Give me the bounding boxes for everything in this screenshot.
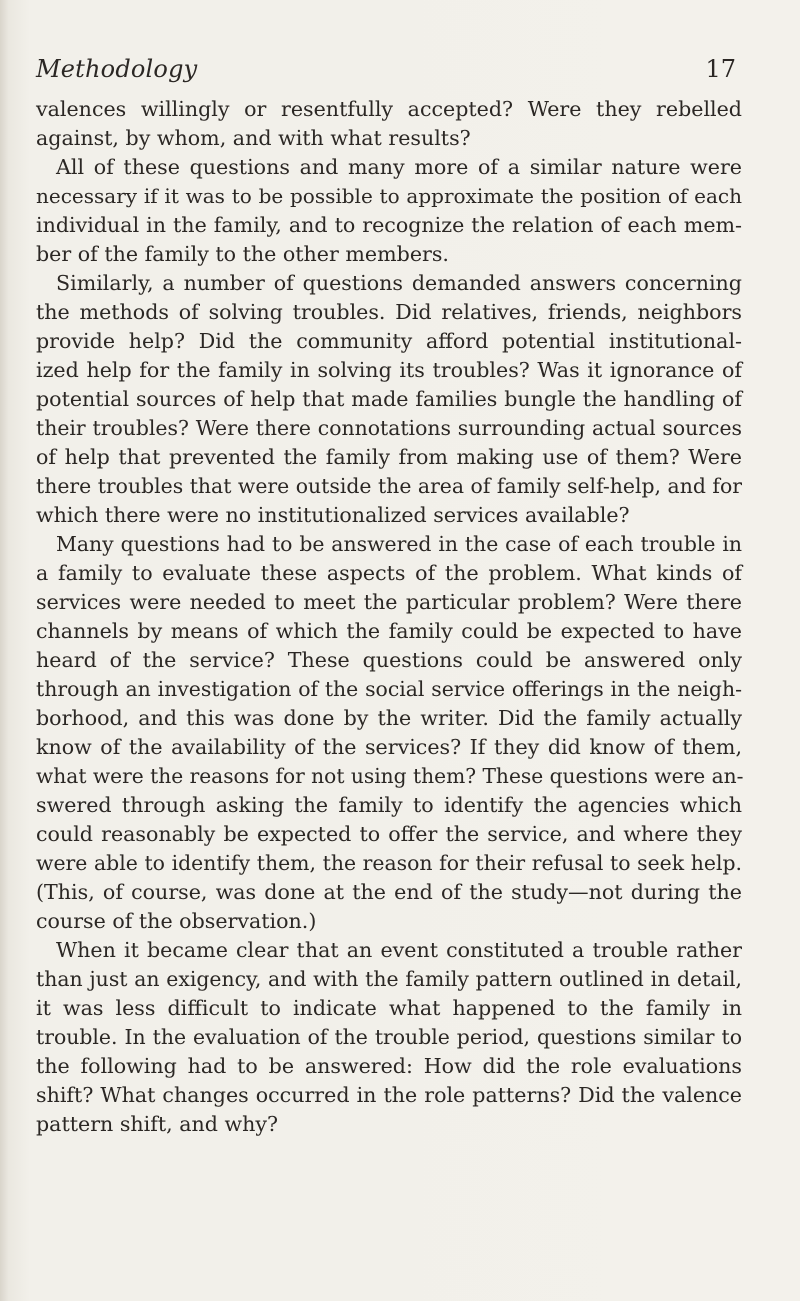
text-line: ized help for the family in solving its troubles? Was it ignorance of [36,358,742,382]
text-line: shift? What changes occurred in the role patterns? Did the valence [36,1083,742,1107]
text-line: the methods of solving troubles. Did relatives, friends, neighbors [36,300,742,324]
text-line: services were needed to meet the particular problem? Were there [36,590,742,614]
text-line: course of the observation.) [36,909,317,933]
text-line: When it became clear that an event constituted a trouble rather [56,938,742,962]
text-line: Similarly, a number of questions demanded answers concerning [56,271,742,295]
text-line: trouble. In the evaluation of the trouble period, questions similar to [36,1025,742,1049]
text-line: valences willingly or resentfully accepted? Were they rebelled [36,97,742,121]
text-line: All of these questions and many more of a similar nature were [56,155,742,179]
text-line: what were the reasons for not using them? These questions were an- [36,764,744,788]
text-line: the following had to be answered: How did the role evaluations [36,1054,742,1078]
text-line: potential sources of help that made families bungle the handling of [36,387,742,411]
text-line: a family to evaluate these aspects of the problem. What kinds of [36,561,742,585]
text-line: their troubles? Were there connotations surrounding actual sources [36,416,742,440]
text-line: Many questions had to be answered in the case of each trouble in [56,532,742,556]
text-line: were able to identify them, the reason for their refusal to seek help. [36,851,742,875]
text-line: of help that prevented the family from making use of them? Were [36,445,742,469]
text-line: pattern shift, and why? [36,1112,279,1136]
page-number: 17 [705,55,736,83]
running-head-title: Methodology [36,55,198,83]
text-line: through an investigation of the social service offerings in the neigh- [36,677,742,701]
text-line: heard of the service? These questions could be answered only [36,648,742,672]
text-line: against, by whom, and with what results? [36,126,471,150]
text-line: provide help? Did the community afford potential institutional- [36,329,742,353]
text-line: there troubles that were outside the area of family self-help, and for [36,474,742,498]
text-line: swered through asking the family to identify the agencies which [36,793,742,817]
text-line: than just an exigency, and with the family pattern outlined in detail, [36,967,742,991]
text-line: necessary if it was to be possible to approximate the position of each [36,184,742,208]
text-line: channels by means of which the family could be expected to have [36,619,742,643]
running-head [36,55,736,95]
text-line: could reasonably be expected to offer the service, and where they [36,822,742,846]
text-line: ber of the family to the other members. [36,242,449,266]
text-line: (This, of course, was done at the end of the study—not during the [36,880,742,904]
text-line: it was less difficult to indicate what happened to the family in [36,996,742,1020]
text-line: which there were no institutionalized services available? [36,503,630,527]
text-line: borhood, and this was done by the writer. Did the family actually [36,706,742,730]
page-binding-edge [0,0,9,1301]
text-line: individual in the family, and to recognize the relation of each mem- [36,213,742,237]
text-line: know of the availability of the services? If they did know of them, [36,735,742,759]
body-text [36,95,742,1139]
